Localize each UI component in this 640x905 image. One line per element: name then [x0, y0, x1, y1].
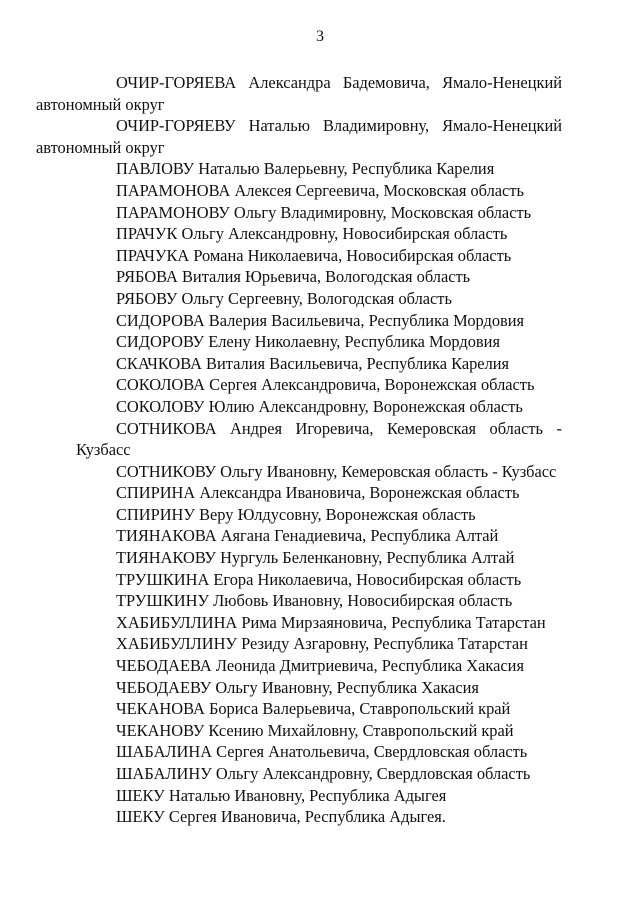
list-item: ПАВЛОВУ Наталью Валерьевну, Республика Карелия [116, 159, 495, 179]
list-item: ТРУШКИНУ Любовь Ивановну, Новосибирская область [116, 591, 513, 611]
list-item: СКАЧКОВА Виталия Васильевича, Республика Карелия [116, 353, 510, 373]
list-item: ШАБАЛИНУ Ольгу Александровну, Свердловская область [116, 764, 531, 783]
list-item: ШЕКУ Наталью Ивановну, Республика Адыгея [116, 785, 447, 805]
list-item: ЧЕБОДАЕВУ Ольгу Ивановну, Республика Хакасия [116, 677, 479, 697]
list-item: РЯБОВУ Ольгу Сергеевну, Вологодская область [116, 288, 452, 308]
list-item-continuation: автономный округ [36, 137, 165, 157]
list-item: ШЕКУ Сергея Ивановича, Республика Адыгея. [116, 807, 446, 827]
page-number: 3 [316, 28, 324, 45]
list-item: СИДОРОВА Валерия Васильевича, Республика Мордовия [116, 310, 525, 330]
list-item: ТИЯНАКОВУ Нургуль Беленкановну, Республика Алтай [116, 548, 515, 568]
list-item: ХАБИБУЛЛИНА Рима Мирзаяновича, Республика Татарстан [116, 612, 546, 632]
list-item: ТРУШКИНА Егора Николаевича, Новосибирская область [116, 569, 522, 589]
list-item: СОТНИКОВА Андрея Игоревича, Кемеровская область - Кузбасс [76, 418, 562, 460]
list-item: СОКОЛОВА Сергея Александровича, Воронежская область [116, 375, 535, 395]
list-item: РЯБОВА Виталия Юрьевича, Вологодская область [116, 267, 471, 287]
list-item: СПИРИНУ Веру Юлдусовну, Воронежская область [116, 504, 476, 524]
list-item: СОКОЛОВУ Юлию Александровну, Воронежская область [116, 396, 523, 416]
list-item-continuation: автономный округ [36, 94, 165, 114]
list-item: ЧЕБОДАЕВА Леонида Дмитриевича, Республика Хакасия [116, 656, 524, 676]
list-item: ПАРАМОНОВУ Ольгу Владимировну, Московская область [116, 202, 532, 222]
list-item: ПРАЧУКА Романа Николаевича, Новосибирская область [116, 245, 512, 265]
list-item: ПРАЧУК Ольгу Александровну, Новосибирская область [116, 224, 508, 244]
list-item [36, 115, 562, 158]
list-item: ЧЕКАНОВУ Ксению Михайловну, Ставропольский край [116, 720, 514, 740]
list-item-text: ОЧИР-ГОРЯЕВУ Наталью Владимировну, Ямало-Ненецкий [116, 116, 562, 136]
list-item: ШАБАЛИНА Сергея Анатольевича, Свердловская область [116, 742, 528, 762]
list-item: ПАРАМОНОВА Алексея Сергеевича, Московская область [116, 180, 524, 200]
list-item [36, 72, 562, 115]
list-item: ТИЯНАКОВА Аягана Генадиевича, Республика Алтай [116, 526, 499, 546]
list-item-text: ОЧИР-ГОРЯЕВА Александра Бадемовича, Ямало-Ненецкий [116, 73, 562, 92]
list-item: ХАБИБУЛЛИНУ Резиду Азгаровну, Республика Татарстан [116, 634, 528, 654]
list-item: СОТНИКОВУ Ольгу Ивановну, Кемеровская область - Кузбасс [116, 461, 557, 481]
list-item: СПИРИНА Александра Ивановича, Воронежская область [116, 483, 520, 503]
list-item: СИДОРОВУ Елену Николаевну, Республика Мордовия [116, 332, 500, 352]
list-item: ЧЕКАНОВА Бориса Валерьевича, Ставропольский край [116, 699, 511, 719]
award-list [36, 72, 562, 828]
